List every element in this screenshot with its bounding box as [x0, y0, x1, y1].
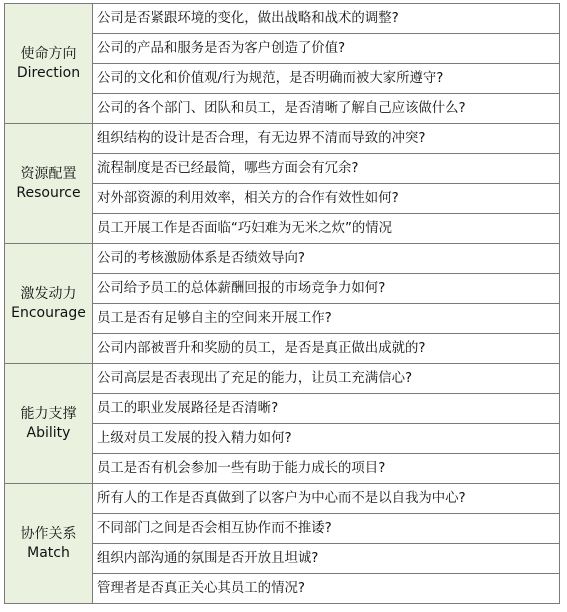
question-row: 公司的文化和价值观/行为规范，是否明确而被大家所遵守?	[93, 64, 559, 94]
question-row: 公司的产品和服务是否为客户创造了价值?	[93, 34, 559, 64]
question-row: 对外部资源的利用效率，相关方的合作有效性如何?	[93, 184, 559, 214]
question-row: 公司的各个部门、团队和员工，是否清晰了解自己应该做什么?	[97, 101, 466, 116]
category-name-cn: 资源配置	[20, 165, 77, 182]
question-row: 组织结构的设计是否合理，有无边界不清而导致的冲突?	[93, 124, 559, 154]
question-row: 员工是否有足够自主的空间来开展工作?	[93, 304, 559, 334]
question-row: 公司是否紧跟环境的变化，做出战略和战术的调整?	[93, 4, 559, 34]
category-cell-resource	[4, 124, 93, 243]
question-row: 管理者是否真正关心其员工的情况?	[97, 581, 305, 596]
group-match	[4, 484, 560, 604]
category-cell-encourage	[4, 244, 93, 363]
category-name-cn: 能力支撑	[20, 405, 77, 422]
question-row: 公司内部被晋升和奖励的员工，是否是真正做出成就的?	[97, 341, 426, 356]
group-resource	[4, 124, 560, 244]
question-list	[93, 244, 560, 363]
category-name-en: Match	[27, 544, 70, 561]
category-name-en: Resource	[16, 184, 81, 201]
question-row: 上级对员工发展的投入精力如何?	[93, 424, 559, 454]
category-cell-ability	[4, 364, 93, 483]
question-row: 组织内部沟通的氛围是否开放且坦诚?	[93, 544, 559, 574]
question-row: 公司高层是否表现出了充足的能力，让员工充满信心?	[93, 364, 559, 394]
category-name-en: Encourage	[11, 304, 86, 321]
category-name-cn: 使命方向	[20, 45, 77, 62]
question-row: 所有人的工作是否真做到了以客户为中心而不是以自我为中心?	[93, 484, 559, 514]
group-encourage	[4, 244, 560, 364]
question-list	[93, 484, 560, 603]
question-list	[93, 364, 560, 483]
category-name-cn: 协作关系	[20, 525, 77, 542]
question-row: 流程制度是否已经最简，哪些方面会有冗余?	[93, 154, 559, 184]
question-row: 不同部门之间是否会相互协作而不推诿?	[93, 514, 559, 544]
category-name-en: Direction	[16, 64, 81, 81]
category-cell-match	[4, 484, 93, 603]
category-name-cn: 激发动力	[20, 285, 77, 302]
question-row: 公司给予员工的总体薪酬回报的市场竞争力如何?	[93, 274, 559, 304]
question-row: 员工的职业发展路径是否清晰?	[93, 394, 559, 424]
group-direction	[4, 4, 560, 124]
question-row: 员工是否有机会参加一些有助于能力成长的项目?	[97, 461, 386, 476]
question-list	[93, 124, 560, 243]
question-row: 员工开展工作是否面临“巧妇难为无米之炊”的情况	[97, 221, 393, 236]
category-name-en: Ability	[26, 424, 71, 441]
question-row: 公司的考核激励体系是否绩效导向?	[93, 244, 559, 274]
category-cell-direction	[4, 4, 93, 123]
diagnosis-table	[4, 3, 560, 604]
question-list	[93, 4, 560, 123]
group-ability	[4, 364, 560, 484]
